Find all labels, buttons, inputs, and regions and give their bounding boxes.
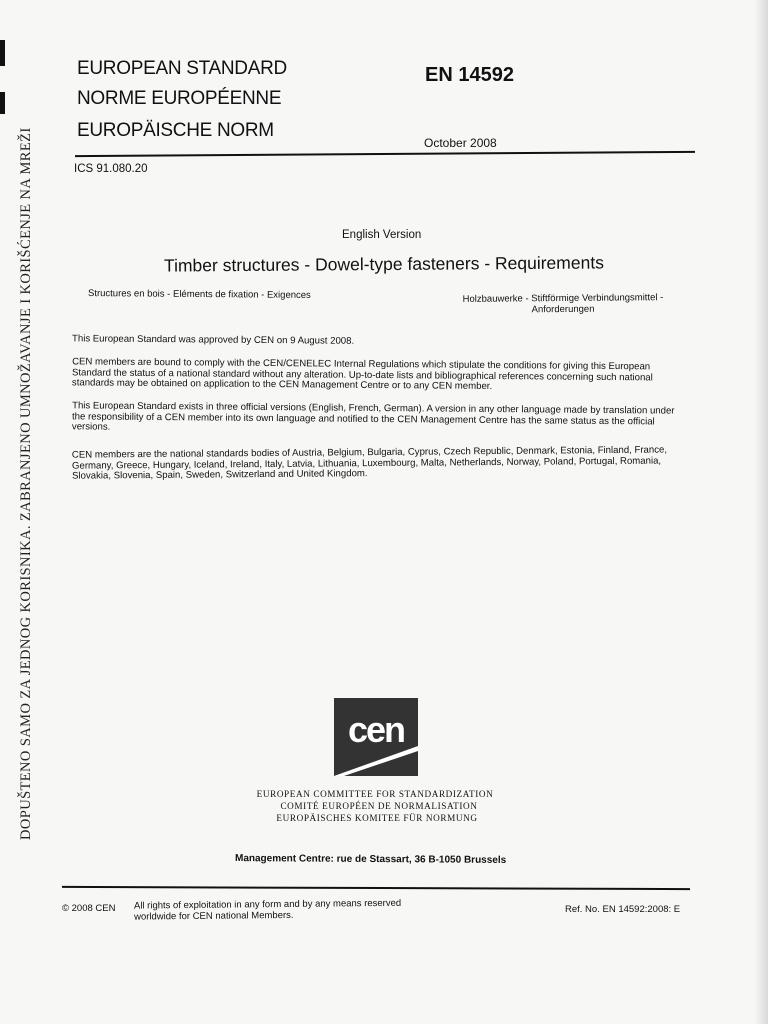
committee-name-de: EUROPÄISCHES KOMITEE FÜR NORMUNG: [276, 813, 478, 823]
binding-mark: [0, 92, 5, 114]
standard-title-de: EUROPÄISCHE NORM: [77, 120, 274, 141]
page-edge-shadow: [754, 0, 768, 1024]
language-version: English Version: [342, 229, 422, 241]
document-title: Timber structures - Dowel-type fasteners - Requirements: [163, 252, 604, 276]
versions-paragraph: This European Standard exists in three official versions (English, French, German). A version in any other language made by translation under the responsibility of a CEN member into its own language and notified to the CEN Management Centre has the same status as the official versions.: [71, 400, 675, 433]
standard-title-fr: NORME EUROPÉENNE: [77, 88, 282, 109]
document-number: EN 14592: [425, 64, 514, 86]
binding-mark: [0, 40, 5, 66]
ics-code: ICS 91.080.20: [74, 163, 148, 175]
title-german: Holzbauwerke - Stiftförmige Verbindungsmittel - Anforderungen: [462, 292, 664, 316]
footer-rule: [62, 886, 690, 890]
cen-logo-text: cen: [347, 709, 405, 750]
cen-logo-graphic: [334, 698, 418, 776]
header-rule: [75, 151, 695, 157]
publication-date: October 2008: [424, 136, 497, 150]
side-stamp: DOPUŠTENO SAMO ZA JEDNOG KORISNIKA. ZABRANJENO UMNOŽAVANJE I KORIŠĆENJE NA MREŽI: [18, 127, 34, 840]
compliance-paragraph: CEN members are bound to comply with the CEN/CENELEC Internal Regulations which stipulate the conditions for giving this European Standard the status of a national standard without any alteration. Up-to-date lists and bibliographical references concerning such national standards may be obtained on application to the CEN Management Centre or to any CEN member.: [71, 356, 653, 392]
cen-logo: [334, 698, 418, 776]
approval-paragraph: This European Standard was approved by CEN on 9 August 2008.: [71, 333, 355, 347]
rights-notice: All rights of exploitation in any form and by any means reserved worldwide for CEN national Members.: [133, 897, 402, 923]
title-french: Structures en bois - Eléments de fixation - Exigences: [87, 288, 311, 301]
committee-name-fr: COMITÉ EUROPÉEN DE NORMALISATION: [280, 801, 478, 811]
committee-name-en: EUROPEAN COMMITTEE FOR STANDARDIZATION: [256, 789, 494, 799]
members-paragraph: CEN members are the national standards bodies of Austria, Belgium, Bulgaria, Cyprus, Czech Republic, Denmark, Estonia, Finland, France, Germany, Greece, Hungary, Iceland, Ireland, Italy, Latvia, Lithuania, Luxembourg, Malta, Netherlands, Norway, Poland, Portugal, Romania, Slovakia, Slovenia, Spain, Sweden, Switzerland and United Kingdom.: [71, 444, 668, 482]
standard-title-en: EUROPEAN STANDARD: [77, 58, 287, 79]
management-centre-address: Management Centre: rue de Stassart, 36 B-1050 Brussels: [234, 853, 507, 866]
reference-number: Ref. No. EN 14592:2008: E: [565, 904, 681, 915]
copyright-notice: © 2008 CEN: [62, 903, 116, 914]
